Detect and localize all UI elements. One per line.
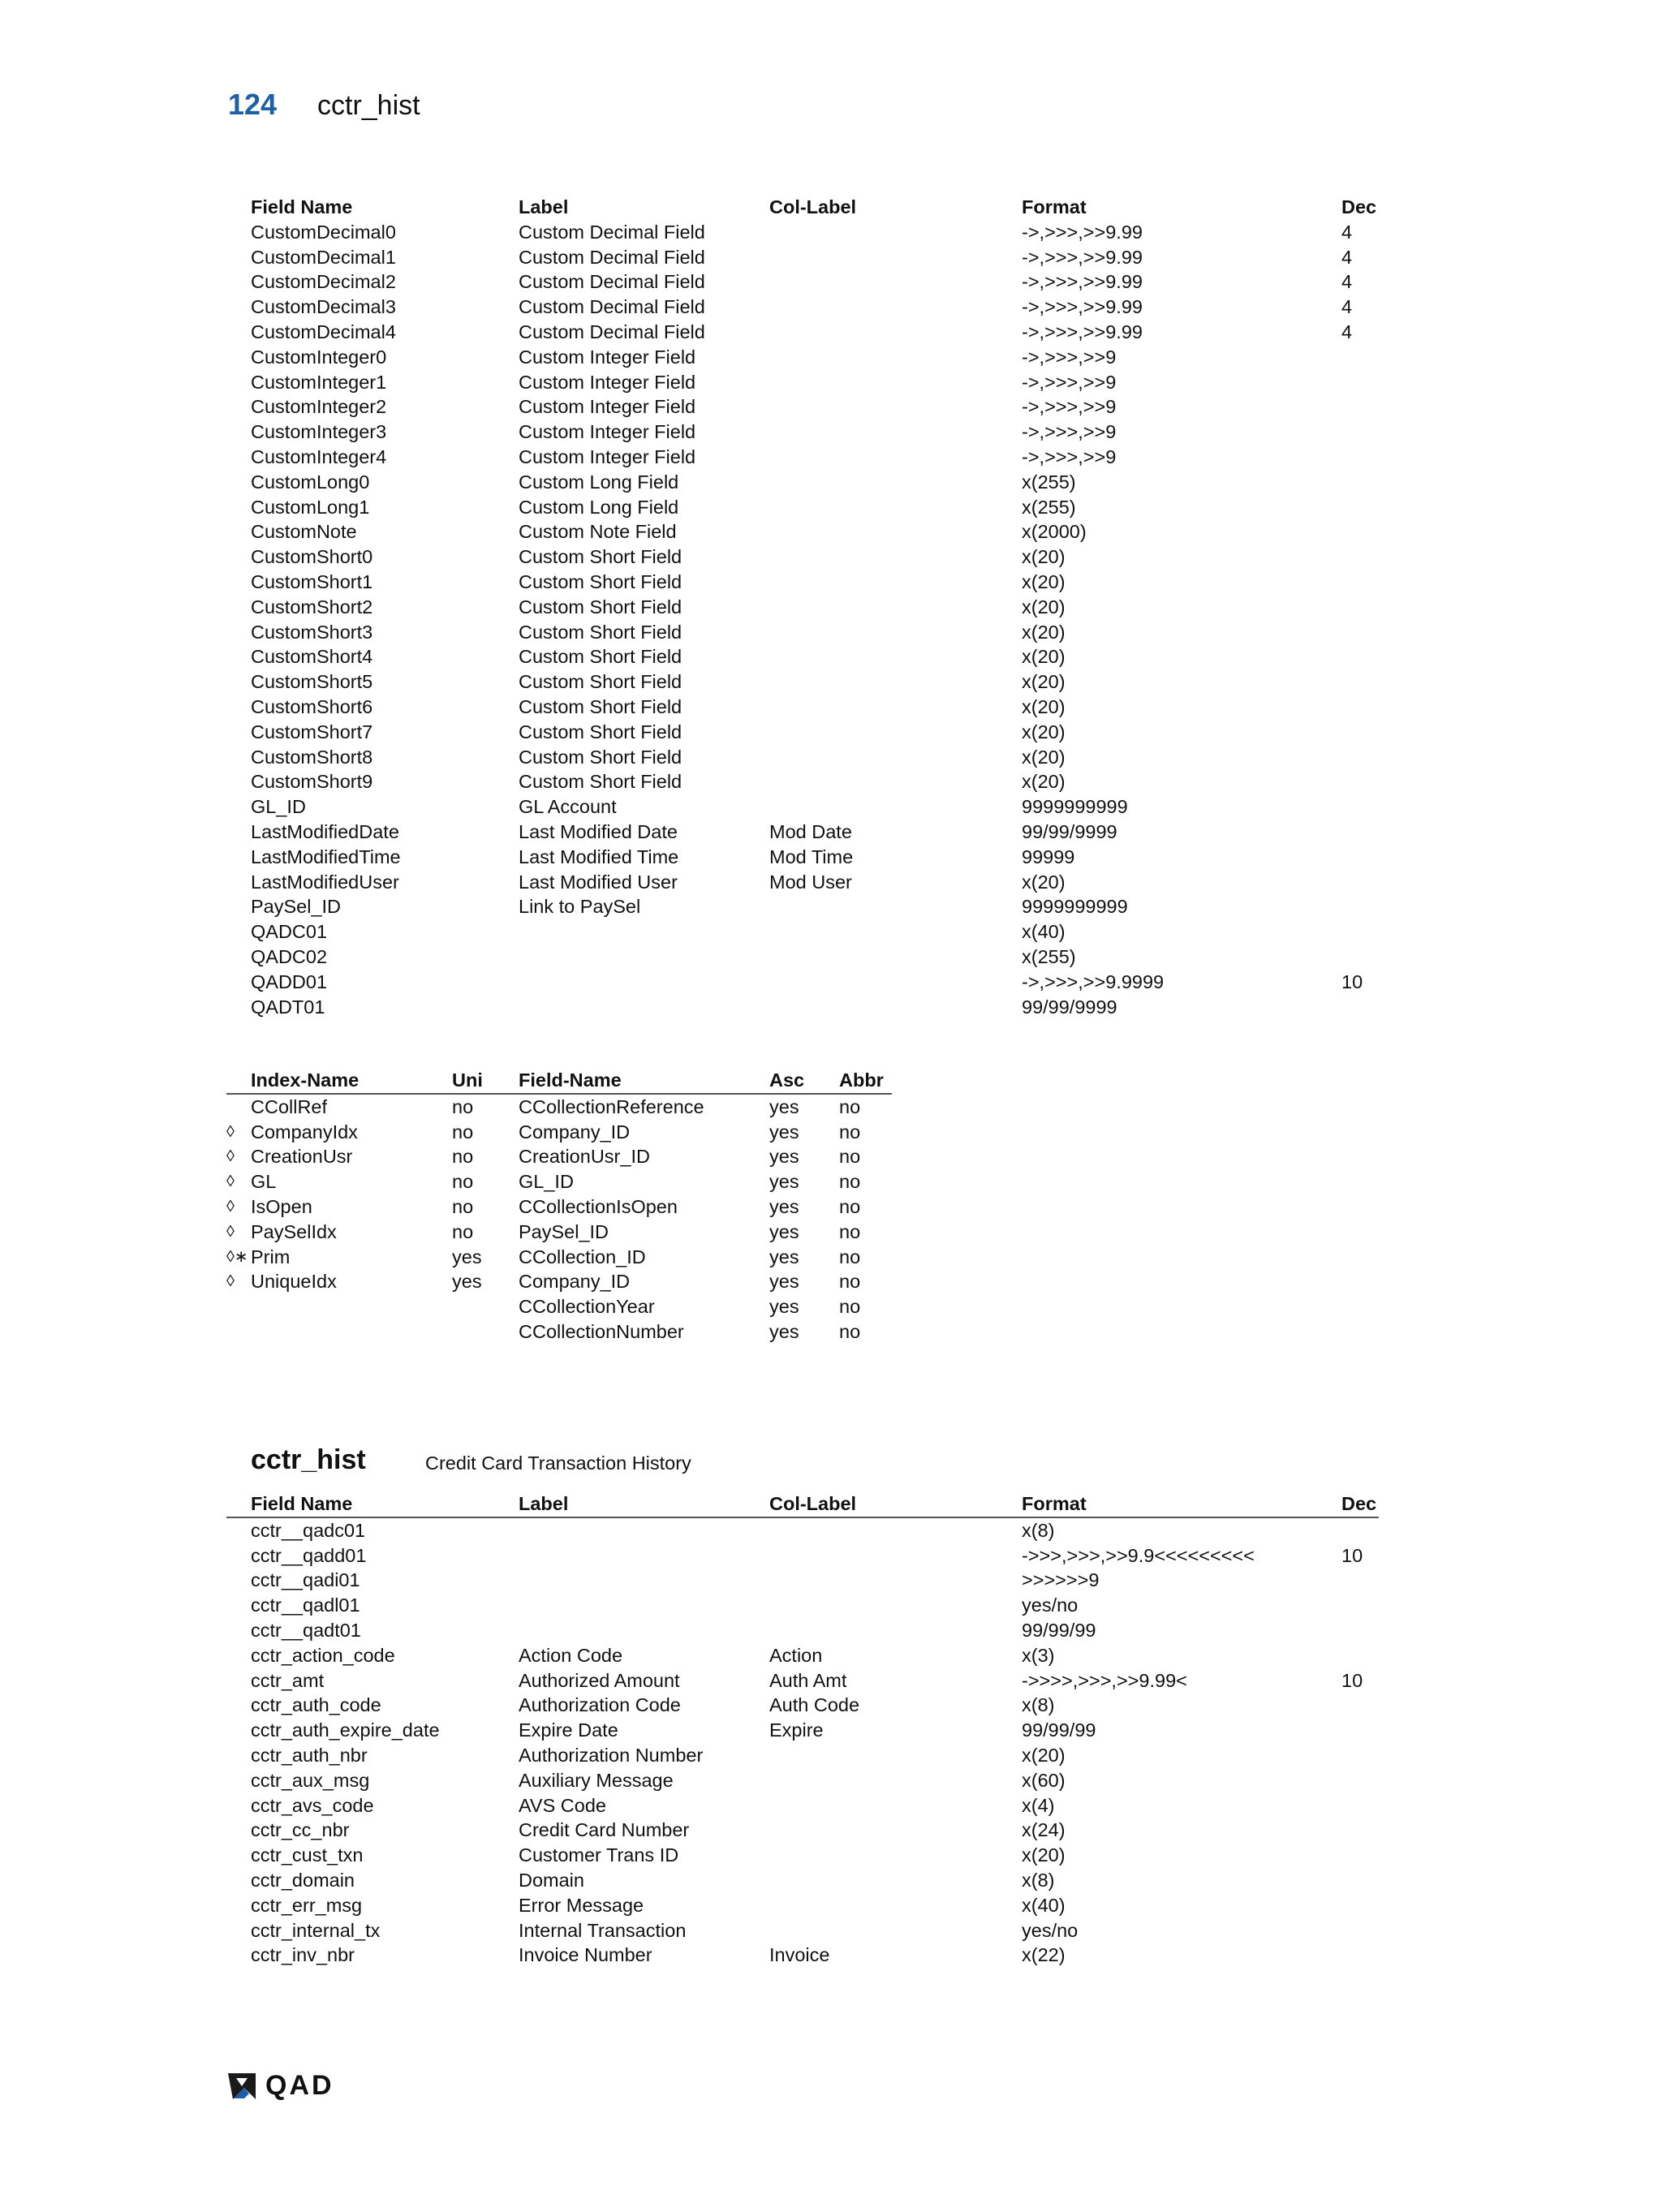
table-row xyxy=(251,919,1387,945)
label-cell: Custom Short Field xyxy=(519,570,682,592)
table-row xyxy=(251,644,1387,669)
label-cell: Custom Long Field xyxy=(519,496,679,518)
format-cell: x(20) xyxy=(1022,546,1066,568)
index-marker-icon: ◊ xyxy=(226,1197,235,1216)
table-row xyxy=(251,695,1387,720)
format-cell: x(20) xyxy=(1022,771,1066,793)
format-cell: x(20) xyxy=(1022,746,1066,768)
label-cell: AVS Code xyxy=(519,1794,606,1816)
field-name-cell: cctr__qadi01 xyxy=(251,1569,360,1591)
format-cell: x(40) xyxy=(1022,921,1066,943)
label-cell: Action Code xyxy=(519,1644,623,1666)
table-row xyxy=(226,1095,892,1120)
format-cell: x(22) xyxy=(1022,1944,1066,1966)
format-cell: x(60) xyxy=(1022,1769,1066,1791)
field-name-cell: CustomDecimal1 xyxy=(251,246,396,268)
index-name-cell: PaySelIdx xyxy=(251,1220,337,1242)
index-field-cell: CCollectionNumber xyxy=(519,1320,684,1342)
dec-cell: 4 xyxy=(1341,246,1353,268)
label-cell: Custom Short Field xyxy=(519,546,682,568)
table-row xyxy=(251,870,1387,895)
col-label-cell: Mod Time xyxy=(769,846,854,867)
format-cell: x(8) xyxy=(1022,1694,1055,1716)
format-cell: x(20) xyxy=(1022,871,1066,893)
index-table xyxy=(226,1068,892,1345)
abbr-cell: no xyxy=(839,1121,861,1143)
format-cell: x(3) xyxy=(1022,1644,1055,1666)
qad-logo-icon xyxy=(225,2072,259,2101)
format-cell: x(4) xyxy=(1022,1794,1055,1816)
label-cell: Custom Integer Field xyxy=(519,421,696,443)
table-row xyxy=(251,620,1387,645)
table-row xyxy=(226,1543,1379,1569)
field-name-cell: CustomInteger0 xyxy=(251,346,387,368)
asc-cell: yes xyxy=(769,1195,799,1217)
table-row xyxy=(251,745,1387,770)
index-name-cell: UniqueIdx xyxy=(251,1271,337,1293)
field-name-cell: cctr_internal_tx xyxy=(251,1919,381,1941)
format-cell: 9999999999 xyxy=(1022,796,1128,818)
table-row xyxy=(251,595,1387,620)
label-cell: Custom Note Field xyxy=(519,521,677,543)
abbr-cell: no xyxy=(839,1171,861,1193)
table-row xyxy=(226,1793,1379,1818)
format-cell: yes/no xyxy=(1022,1919,1079,1941)
format-cell: 99/99/99 xyxy=(1022,1619,1096,1641)
table-row xyxy=(251,470,1387,495)
index-marker-icon: ◊ xyxy=(226,1272,235,1291)
asc-cell: yes xyxy=(769,1171,799,1193)
format-cell: x(20) xyxy=(1022,596,1066,618)
index-marker-icon: ◊ xyxy=(226,1122,235,1141)
label-cell: Authorization Number xyxy=(519,1744,704,1766)
table-row xyxy=(251,845,1387,870)
table-row xyxy=(226,1194,892,1220)
label-cell: Authorized Amount xyxy=(519,1669,680,1691)
field-name-cell: cctr_amt xyxy=(251,1669,325,1691)
format-cell: ->,>>>,>>9.9999 xyxy=(1022,970,1165,992)
field-name-cell: cctr_auth_expire_date xyxy=(251,1719,440,1741)
format-cell: ->,>>>,>>9.99 xyxy=(1022,296,1143,318)
label-cell: Custom Short Field xyxy=(519,695,682,717)
table-description: Credit Card Transaction History xyxy=(425,1452,691,1474)
col-label-cell: Auth Code xyxy=(769,1694,860,1716)
label-cell: Custom Short Field xyxy=(519,671,682,693)
col-label-cell: Mod Date xyxy=(769,820,852,842)
label-cell: GL Account xyxy=(519,796,617,818)
dec-cell: 4 xyxy=(1341,271,1353,293)
index-field-cell: PaySel_ID xyxy=(519,1220,609,1242)
format-cell: 9999999999 xyxy=(1022,896,1128,918)
table-name: cctr_hist xyxy=(251,1444,366,1475)
abbr-cell: no xyxy=(839,1246,861,1267)
field-name-cell: cctr_domain xyxy=(251,1869,355,1891)
table-row xyxy=(226,1120,892,1145)
field-name-cell: CustomInteger3 xyxy=(251,421,387,443)
format-cell: x(20) xyxy=(1022,721,1066,742)
table-row xyxy=(226,1743,1379,1768)
table-row xyxy=(226,1818,1379,1843)
format-cell: 99999 xyxy=(1022,846,1075,867)
table-row xyxy=(251,420,1387,445)
field-name-cell: CustomInteger2 xyxy=(251,396,387,418)
table-row xyxy=(251,570,1387,595)
field-name-cell: cctr_aux_msg xyxy=(251,1769,370,1791)
column-header-field-name: Field Name xyxy=(251,1493,353,1514)
column-header-dec: Dec xyxy=(1341,1493,1377,1514)
field-name-cell: CustomShort2 xyxy=(251,596,373,618)
index-name-cell: Prim xyxy=(251,1246,291,1267)
format-cell: x(20) xyxy=(1022,1844,1066,1866)
field-name-cell: LastModifiedUser xyxy=(251,871,399,893)
index-name-cell: IsOpen xyxy=(251,1195,312,1217)
format-cell: x(20) xyxy=(1022,646,1066,668)
format-cell: x(40) xyxy=(1022,1894,1066,1916)
index-field-cell: Company_ID xyxy=(519,1271,631,1293)
label-cell: Custom Short Field xyxy=(519,746,682,768)
table-row xyxy=(226,1643,1379,1668)
col-label-cell: Mod User xyxy=(769,871,852,893)
index-field-cell: CCollectionReference xyxy=(519,1095,704,1117)
format-cell: x(20) xyxy=(1022,695,1066,717)
format-cell: x(20) xyxy=(1022,570,1066,592)
format-cell: ->,>>>,>>9 xyxy=(1022,421,1117,443)
abbr-cell: no xyxy=(839,1296,861,1318)
abbr-cell: no xyxy=(839,1146,861,1168)
label-cell: Last Modified User xyxy=(519,871,678,893)
table-row xyxy=(226,1843,1379,1868)
table-row xyxy=(251,720,1387,745)
index-name-cell: CompanyIdx xyxy=(251,1121,358,1143)
unique-cell: no xyxy=(452,1220,474,1242)
field-table xyxy=(226,1491,1379,1968)
label-cell: Expire Date xyxy=(519,1719,618,1741)
col-label-cell: Auth Amt xyxy=(769,1669,847,1691)
format-cell: x(2000) xyxy=(1022,521,1087,543)
format-cell: x(255) xyxy=(1022,496,1076,518)
label-cell: Custom Integer Field xyxy=(519,445,696,467)
index-name-cell: CCollRef xyxy=(251,1095,328,1117)
asc-cell: yes xyxy=(769,1320,799,1342)
format-cell: x(8) xyxy=(1022,1519,1055,1541)
field-name-cell: cctr__qadl01 xyxy=(251,1594,360,1616)
format-cell: ->,>>>,>>9.99 xyxy=(1022,221,1143,243)
table-row xyxy=(226,1169,892,1194)
index-field-cell: GL_ID xyxy=(519,1171,574,1193)
table-row xyxy=(226,1269,892,1294)
label-cell: Authorization Code xyxy=(519,1694,681,1716)
column-header-abbr: Abbr xyxy=(839,1069,884,1091)
field-name-cell: CustomDecimal4 xyxy=(251,321,396,342)
column-header-field-name: Field-Name xyxy=(519,1069,622,1091)
field-name-cell: QADC01 xyxy=(251,921,328,943)
label-cell: Internal Transaction xyxy=(519,1919,687,1941)
table-row xyxy=(226,1668,1379,1693)
label-cell: Custom Integer Field xyxy=(519,346,696,368)
table-row xyxy=(226,1518,1379,1543)
index-field-cell: CreationUsr_ID xyxy=(519,1146,650,1168)
field-name-cell: CustomNote xyxy=(251,521,357,543)
col-label-cell: Action xyxy=(769,1644,823,1666)
field-table-header xyxy=(251,195,1387,220)
index-table-header xyxy=(226,1068,892,1095)
table-row xyxy=(226,1319,892,1345)
label-cell: Custom Decimal Field xyxy=(519,246,705,268)
field-name-cell: cctr_err_msg xyxy=(251,1894,363,1916)
table-row xyxy=(251,345,1387,370)
table-row xyxy=(251,995,1387,1020)
format-cell: 99/99/9999 xyxy=(1022,996,1117,1018)
page-running-title: cctr_hist xyxy=(317,90,420,121)
format-cell: ->,>>>,>>9 xyxy=(1022,371,1117,393)
format-cell: 99/99/99 xyxy=(1022,1719,1096,1741)
format-cell: x(20) xyxy=(1022,1744,1066,1766)
index-field-cell: Company_ID xyxy=(519,1121,631,1143)
table-row xyxy=(226,1943,1379,1968)
label-cell: Custom Long Field xyxy=(519,471,679,493)
asc-cell: yes xyxy=(769,1271,799,1293)
abbr-cell: no xyxy=(839,1095,861,1117)
abbr-cell: no xyxy=(839,1320,861,1342)
unique-cell: no xyxy=(452,1195,474,1217)
field-name-cell: CustomShort9 xyxy=(251,771,373,793)
field-name-cell: CustomShort7 xyxy=(251,721,373,742)
format-cell: x(20) xyxy=(1022,671,1066,693)
format-cell: ->>>,>>>,>>9.9<<<<<<<<< xyxy=(1022,1544,1255,1566)
table-row xyxy=(251,220,1387,245)
field-name-cell: cctr_cc_nbr xyxy=(251,1819,350,1841)
column-header-field-name: Field Name xyxy=(251,196,353,217)
label-cell: Link to PaySel xyxy=(519,896,641,918)
field-name-cell: CustomDecimal2 xyxy=(251,271,396,293)
abbr-cell: no xyxy=(839,1271,861,1293)
column-header-format: Format xyxy=(1022,1493,1087,1514)
table-row xyxy=(251,245,1387,270)
table-row xyxy=(251,519,1387,544)
asc-cell: yes xyxy=(769,1246,799,1267)
table-row xyxy=(226,1893,1379,1918)
table-row xyxy=(226,1768,1379,1793)
qad-logo xyxy=(225,2072,347,2104)
table-row xyxy=(251,495,1387,520)
field-name-cell: QADD01 xyxy=(251,970,328,992)
table-row xyxy=(251,669,1387,695)
format-cell: x(255) xyxy=(1022,471,1076,493)
unique-cell: no xyxy=(452,1146,474,1168)
dec-cell: 4 xyxy=(1341,321,1353,342)
column-header-label: Label xyxy=(519,1493,569,1514)
dec-cell: 4 xyxy=(1341,221,1353,243)
label-cell: Custom Short Field xyxy=(519,621,682,643)
field-name-cell: CustomShort4 xyxy=(251,646,373,668)
label-cell: Custom Decimal Field xyxy=(519,321,705,342)
format-cell: yes/no xyxy=(1022,1594,1079,1616)
field-name-cell: QADC02 xyxy=(251,945,328,967)
label-cell: Last Modified Time xyxy=(519,846,679,867)
unique-cell: no xyxy=(452,1095,474,1117)
column-header-index-name: Index-Name xyxy=(251,1069,360,1091)
abbr-cell: no xyxy=(839,1220,861,1242)
field-name-cell: cctr__qadd01 xyxy=(251,1544,367,1566)
table-row xyxy=(251,295,1387,320)
label-cell: Last Modified Date xyxy=(519,820,678,842)
column-header-format: Format xyxy=(1022,196,1087,217)
field-name-cell: cctr__qadc01 xyxy=(251,1519,366,1541)
field-name-cell: cctr_cust_txn xyxy=(251,1844,364,1866)
index-marker-icon: ◊ xyxy=(226,1222,235,1241)
field-name-cell: CustomShort0 xyxy=(251,546,373,568)
table-row xyxy=(226,1918,1379,1943)
unique-cell: yes xyxy=(452,1271,482,1293)
format-cell: ->,>>>,>>9 xyxy=(1022,346,1117,368)
field-name-cell: cctr_action_code xyxy=(251,1644,395,1666)
asc-cell: yes xyxy=(769,1095,799,1117)
field-name-cell: cctr_inv_nbr xyxy=(251,1944,355,1966)
asc-cell: yes xyxy=(769,1146,799,1168)
field-name-cell: CustomShort5 xyxy=(251,671,373,693)
format-cell: 99/99/9999 xyxy=(1022,820,1117,842)
field-name-cell: CustomDecimal3 xyxy=(251,296,396,318)
table-row xyxy=(251,544,1387,570)
table-row xyxy=(226,1868,1379,1893)
table-row xyxy=(226,1568,1379,1593)
field-name-cell: cctr_avs_code xyxy=(251,1794,374,1816)
label-cell: Domain xyxy=(519,1869,584,1891)
field-name-cell: QADT01 xyxy=(251,996,325,1018)
column-header-col-label: Col-Label xyxy=(769,196,857,217)
label-cell: Error Message xyxy=(519,1894,644,1916)
format-cell: ->,>>>,>>9 xyxy=(1022,396,1117,418)
asc-cell: yes xyxy=(769,1220,799,1242)
field-name-cell: CustomLong0 xyxy=(251,471,370,493)
asc-cell: yes xyxy=(769,1121,799,1143)
field-name-cell: CustomInteger4 xyxy=(251,445,387,467)
field-name-cell: CustomShort8 xyxy=(251,746,373,768)
format-cell: ->,>>>,>>9.99 xyxy=(1022,271,1143,293)
format-cell: ->,>>>,>>9.99 xyxy=(1022,321,1143,342)
field-name-cell: PaySel_ID xyxy=(251,896,342,918)
label-cell: Custom Decimal Field xyxy=(519,271,705,293)
label-cell: Custom Short Field xyxy=(519,646,682,668)
table-row xyxy=(251,769,1387,794)
table-row xyxy=(251,820,1387,845)
index-field-cell: CCollectionIsOpen xyxy=(519,1195,678,1217)
index-field-cell: CCollectionYear xyxy=(519,1296,655,1318)
label-cell: Custom Short Field xyxy=(519,721,682,742)
index-name-cell: GL xyxy=(251,1171,277,1193)
col-label-cell: Expire xyxy=(769,1719,824,1741)
field-table-header xyxy=(226,1491,1379,1518)
table-row xyxy=(251,320,1387,345)
index-name-cell: CreationUsr xyxy=(251,1146,353,1168)
label-cell: Custom Short Field xyxy=(519,771,682,793)
table-row xyxy=(226,1593,1379,1618)
field-name-cell: CustomShort6 xyxy=(251,695,373,717)
field-name-cell: CustomShort3 xyxy=(251,621,373,643)
index-field-cell: CCollection_ID xyxy=(519,1246,646,1267)
table-row xyxy=(251,794,1387,820)
asc-cell: yes xyxy=(769,1296,799,1318)
label-cell: Custom Decimal Field xyxy=(519,296,705,318)
label-cell: Custom Integer Field xyxy=(519,371,696,393)
abbr-cell: no xyxy=(839,1195,861,1217)
table-row xyxy=(251,370,1387,395)
field-name-cell: LastModifiedTime xyxy=(251,846,401,867)
unique-cell: no xyxy=(452,1121,474,1143)
field-name-cell: cctr_auth_nbr xyxy=(251,1744,368,1766)
label-cell: Credit Card Number xyxy=(519,1819,690,1841)
field-name-cell: CustomLong1 xyxy=(251,496,370,518)
index-marker-icon: ◊ xyxy=(226,1147,235,1166)
page-number: 124 xyxy=(228,88,278,121)
field-name-cell: cctr_auth_code xyxy=(251,1694,381,1716)
column-header-asc: Asc xyxy=(769,1069,805,1091)
field-name-cell: CustomDecimal0 xyxy=(251,221,396,243)
field-name-cell: GL_ID xyxy=(251,796,306,818)
table-row xyxy=(226,1220,892,1245)
field-name-cell: CustomInteger1 xyxy=(251,371,387,393)
format-cell: ->>>>,>>>,>>9.99< xyxy=(1022,1669,1187,1691)
format-cell: x(20) xyxy=(1022,621,1066,643)
column-header-dec: Dec xyxy=(1341,196,1377,217)
table-row xyxy=(251,269,1387,295)
column-header-col-label: Col-Label xyxy=(769,1493,857,1514)
table-row xyxy=(251,445,1387,470)
column-header-uni: Uni xyxy=(452,1069,483,1091)
index-marker-icon: ◊ xyxy=(226,1173,235,1191)
label-cell: Custom Short Field xyxy=(519,596,682,618)
qad-logo-text: QAD xyxy=(265,2070,334,2101)
table-row xyxy=(251,394,1387,420)
table-row xyxy=(226,1144,892,1169)
field-name-cell: LastModifiedDate xyxy=(251,820,399,842)
field-name-cell: cctr__qadt01 xyxy=(251,1619,361,1641)
table-row xyxy=(226,1294,892,1319)
field-table xyxy=(251,195,1387,1019)
table-row xyxy=(251,970,1387,995)
dec-cell: 4 xyxy=(1341,296,1353,318)
col-label-cell: Invoice xyxy=(769,1944,830,1966)
table-row xyxy=(226,1618,1379,1643)
format-cell: >>>>>>9 xyxy=(1022,1569,1100,1591)
dec-cell: 10 xyxy=(1341,1669,1363,1691)
table-row xyxy=(251,894,1387,919)
label-cell: Customer Trans ID xyxy=(519,1844,679,1866)
column-header-label: Label xyxy=(519,196,569,217)
format-cell: ->,>>>,>>9.99 xyxy=(1022,246,1143,268)
field-name-cell: CustomShort1 xyxy=(251,570,373,592)
dec-cell: 10 xyxy=(1341,1544,1363,1566)
label-cell: Invoice Number xyxy=(519,1944,652,1966)
format-cell: x(8) xyxy=(1022,1869,1055,1891)
label-cell: Custom Integer Field xyxy=(519,396,696,418)
label-cell: Custom Decimal Field xyxy=(519,221,705,243)
format-cell: x(255) xyxy=(1022,945,1076,967)
unique-cell: no xyxy=(452,1171,474,1193)
format-cell: x(24) xyxy=(1022,1819,1066,1841)
label-cell: Auxiliary Message xyxy=(519,1769,674,1791)
table-row xyxy=(226,1245,892,1270)
table-row xyxy=(251,945,1387,970)
table-row xyxy=(226,1718,1379,1743)
table-row xyxy=(226,1693,1379,1718)
dec-cell: 10 xyxy=(1341,970,1363,992)
unique-cell: yes xyxy=(452,1246,482,1267)
index-marker-icon: ◊∗ xyxy=(226,1247,248,1266)
format-cell: ->,>>>,>>9 xyxy=(1022,445,1117,467)
